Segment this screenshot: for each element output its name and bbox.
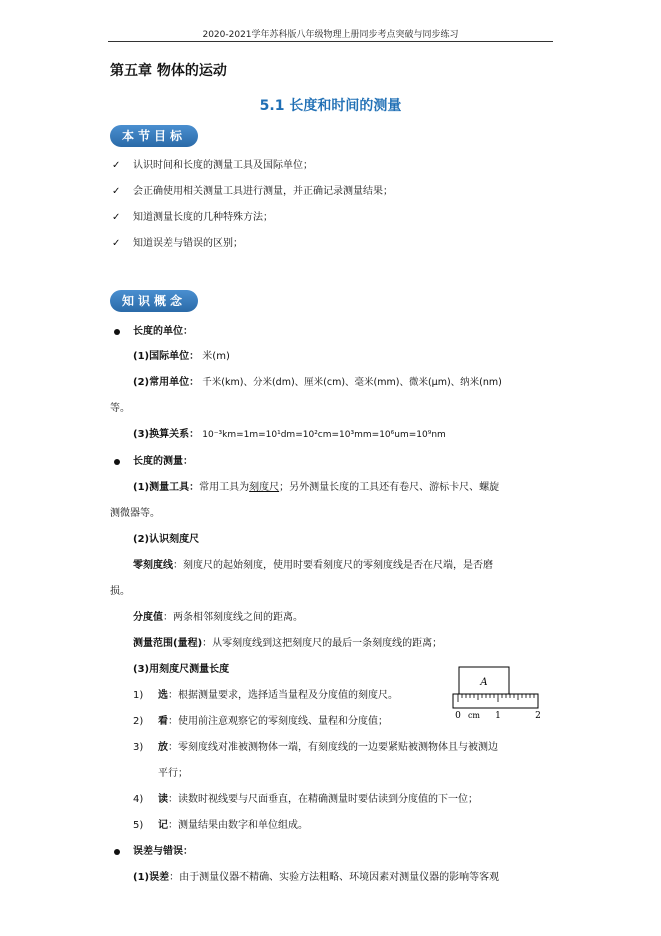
step-num: 5) xyxy=(133,820,144,831)
error-title: 误差与错误： xyxy=(133,846,193,857)
step-num: 2) xyxy=(133,716,144,727)
unit-label: cm xyxy=(467,711,481,720)
goal-item: 会正确使用相关测量工具进行测量，并正确记录测量结果； xyxy=(133,186,393,197)
zero-label: 零刻度线 xyxy=(133,560,173,571)
step-value: ：读数时视线要与尺面垂直，在精确测量时要估读到分度值的下一位； xyxy=(168,794,478,805)
goal-item: 认识时间和长度的测量工具及国际单位； xyxy=(133,160,313,171)
si-unit-label: (1)国际单位： xyxy=(133,351,200,362)
step-label: 选 xyxy=(158,690,168,701)
goal-item: 知道测量长度的几种特殊方法； xyxy=(133,212,273,223)
length-unit-title: 长度的单位： xyxy=(133,326,193,337)
step-num: 1) xyxy=(133,690,144,701)
check-icon: ✓ xyxy=(112,186,121,197)
step-line xyxy=(158,715,388,729)
range-value: ：从零刻度线到这把刻度尺的最后一条刻度线的距离； xyxy=(202,638,443,649)
conversion-value: 10⁻³km=1m=10¹dm=10²cm=10³mm=10⁶um=10⁹nm xyxy=(202,430,446,440)
step-label: 记 xyxy=(158,820,168,831)
step-num: 4) xyxy=(133,794,144,805)
step-line xyxy=(158,793,478,807)
step-line xyxy=(158,819,308,833)
common-unit-value: 千米(km)、分米(dm)、厘米(cm)、毫米(mm)、微米(μm)、纳米(nm) xyxy=(202,377,502,388)
conversion-line xyxy=(133,428,446,442)
tick-label-1: 1 xyxy=(495,711,501,721)
chapter-title: 第五章 物体的运动 xyxy=(110,63,227,79)
step-num: 3) xyxy=(133,742,144,753)
check-icon: ✓ xyxy=(112,238,121,249)
page-header: 2020-2021学年苏科版八年级物理上册同步考点突破与同步练习 xyxy=(202,30,459,40)
step-continuation: 平行； xyxy=(158,768,188,779)
step-line xyxy=(158,741,498,755)
error-line xyxy=(133,871,499,885)
ruler-figure xyxy=(450,666,545,724)
measure-title: 长度的测量： xyxy=(133,456,193,467)
use-ruler-label: (3)用刻度尺测量长度 xyxy=(133,664,230,675)
common-unit-line xyxy=(133,376,502,390)
step-value: ：根据测量要求，选择适当量程及分度值的刻度尺。 xyxy=(168,690,398,701)
range-label: 测量范围(量程) xyxy=(133,638,203,649)
division-value: ：两条相邻刻度线之间的距离。 xyxy=(163,612,303,623)
tool-value-b: ；另外测量长度的工具还有卷尺、游标卡尺、螺旋 xyxy=(279,482,500,493)
si-unit-value: 米(m) xyxy=(202,351,230,362)
concepts-pill: 知识概念 xyxy=(110,290,198,312)
tool-line xyxy=(133,481,499,495)
division-label: 分度值 xyxy=(133,612,163,623)
know-ruler-label: (2)认识刻度尺 xyxy=(133,534,200,545)
check-icon: ✓ xyxy=(112,160,121,171)
bullet-icon xyxy=(114,849,120,855)
tool-value-a: 常用工具为 xyxy=(199,482,250,493)
si-unit-line xyxy=(133,350,230,364)
tool-tail: 测微器等。 xyxy=(110,508,160,519)
block-label: A xyxy=(480,677,488,688)
bullet-icon xyxy=(114,329,120,335)
zero-line xyxy=(133,559,493,573)
step-value: ：测量结果由数字和单位组成。 xyxy=(168,820,308,831)
step-value: ：零刻度线对准被测物体一端，有刻度线的一边要紧贴被测物体且与被测边 xyxy=(168,742,498,753)
step-value: ：使用前注意观察它的零刻度线、量程和分度值； xyxy=(168,716,388,727)
range-line xyxy=(133,637,442,651)
step-label: 看 xyxy=(158,716,168,727)
bullet-icon xyxy=(114,459,120,465)
goal-item: 知道误差与错误的区别； xyxy=(133,238,243,249)
tick-label-0: 0 xyxy=(455,711,461,721)
zero-value: ：刻度尺的起始刻度，使用时要看刻度尺的零刻度线是否在尺端，是否磨 xyxy=(173,560,493,571)
step-line xyxy=(158,689,398,703)
section-title: 5.1 长度和时间的测量 xyxy=(259,98,402,114)
header-divider xyxy=(108,41,553,42)
goals-pill: 本节目标 xyxy=(110,125,198,147)
error-label: (1)误差 xyxy=(133,872,170,883)
step-label: 放 xyxy=(158,742,168,753)
error-value: ：由于测量仪器不精确、实验方法粗略、环境因素对测量仪器的影响等客观 xyxy=(169,872,500,883)
check-icon: ✓ xyxy=(112,212,121,223)
common-unit-label: (2)常用单位： xyxy=(133,377,200,388)
conversion-label: (3)换算关系： xyxy=(133,429,200,440)
tool-label: (1)测量工具： xyxy=(133,482,200,493)
common-unit-tail: 等。 xyxy=(110,403,130,414)
zero-tail: 损。 xyxy=(110,586,130,597)
tick-label-2: 2 xyxy=(535,711,541,721)
tool-value-underlined: 刻度尺 xyxy=(249,482,280,493)
step-label: 读 xyxy=(158,794,168,805)
division-line xyxy=(133,611,303,625)
